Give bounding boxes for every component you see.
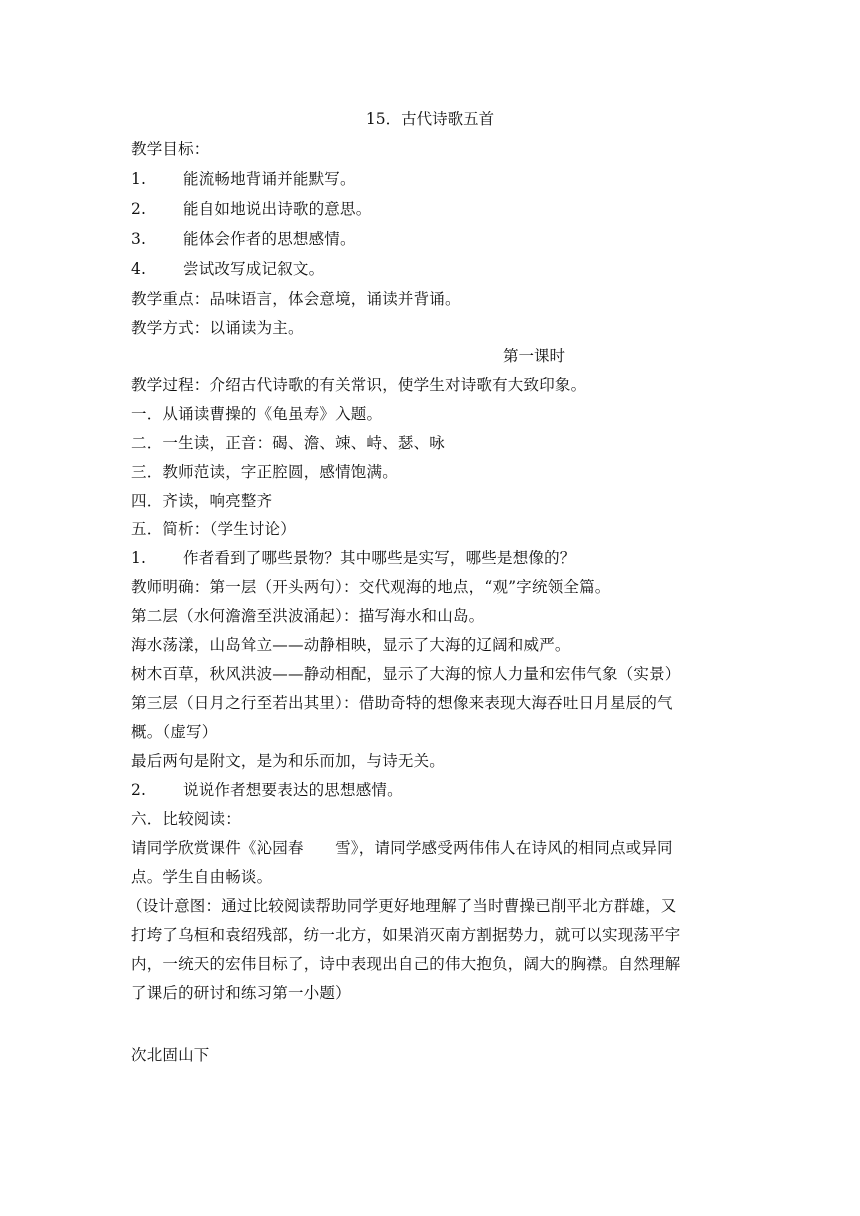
paragraph: 教师明确：第一层（开头两句）：交代观海的地点，“观”字统领全篇。 bbox=[131, 578, 611, 596]
step-5: 五．简析：（学生讨论） bbox=[131, 520, 296, 538]
paragraph: 点。学生自由畅谈。 bbox=[131, 868, 273, 886]
design-note: （设计意图：通过比较阅读帮助同学更好地理解了当时曹操已削平北方群雄，又 bbox=[127, 897, 677, 915]
design-note: 了课后的研讨和练习第一小题） bbox=[131, 984, 351, 1002]
goal-text: 能体会作者的思想感情。 bbox=[183, 230, 356, 248]
goal-number: 2. bbox=[131, 200, 147, 218]
teaching-method: 教学方式：以诵读为主。 bbox=[131, 319, 304, 337]
design-note: 内，一统天的宏伟目标了，诗中表现出自己的伟大抱负，阔大的胸襟。自然理解 bbox=[131, 955, 681, 973]
key-point: 教学重点：品味语言，体会意境，诵读并背诵。 bbox=[131, 290, 461, 308]
goals-heading: 教学目标： bbox=[131, 140, 210, 158]
goal-item bbox=[131, 229, 356, 249]
goal-item bbox=[131, 199, 371, 219]
teaching-process: 教学过程：介绍古代诗歌的有关常识，使学生对诗歌有大致印象。 bbox=[131, 376, 587, 394]
design-note: 打垮了乌桓和袁绍残部，纺一北方，如果消灭南方割据势力，就可以实现荡平宇 bbox=[131, 926, 681, 944]
goal-text: 能自如地说出诗歌的意思。 bbox=[183, 200, 372, 218]
paragraph: 树木百草，秋风洪波——静动相配，显示了大海的惊人力量和宏伟气象（实景） bbox=[131, 665, 681, 683]
paragraph: 最后两句是附文，是为和乐而加，与诗无关。 bbox=[131, 752, 446, 770]
question-number: 1. bbox=[131, 549, 147, 567]
step-2: 二．一生读，正音：碣、澹、竦、峙、瑟、咏 bbox=[131, 434, 446, 452]
goal-number: 1. bbox=[131, 170, 147, 188]
page-title: 15．古代诗歌五首 bbox=[365, 110, 495, 128]
paragraph: 第三层（日月之行至若出其里）：借助奇特的想像来表现大海吞吐日月星辰的气 bbox=[131, 694, 673, 712]
question-text: 作者看到了哪些景物？其中哪些是实写，哪些是想像的？ bbox=[183, 549, 576, 567]
goal-item bbox=[131, 169, 356, 189]
question-1 bbox=[131, 548, 576, 568]
goal-text: 尝试改写成记叙文。 bbox=[183, 260, 325, 278]
goal-number: 4. bbox=[131, 260, 147, 278]
goal-number: 3. bbox=[131, 230, 147, 248]
goal-item bbox=[131, 259, 324, 279]
step-4: 四．齐读，响亮整齐 bbox=[131, 492, 273, 510]
question-text: 说说作者想要表达的思想感情。 bbox=[183, 781, 403, 799]
step-3: 三．教师范读，字正腔圆，感情饱满。 bbox=[131, 463, 398, 481]
paragraph: 第二层（水何澹澹至洪波涌起）：描写海水和山岛。 bbox=[131, 607, 485, 625]
question-2 bbox=[131, 780, 403, 800]
step-1: 一．从诵读曹操的《龟虽寿》入题。 bbox=[131, 405, 383, 423]
question-number: 2. bbox=[131, 781, 147, 799]
next-poem-title: 次北固山下 bbox=[131, 1046, 210, 1064]
paragraph: 海水荡漾，山岛耸立——动静相映，显示了大海的辽阔和威严。 bbox=[131, 636, 571, 654]
paragraph: 概。（虚写） bbox=[131, 723, 218, 741]
paragraph: 请同学欣赏课件《沁园春 雪》，请同学感受两伟伟人在诗风的相同点或异同 bbox=[131, 839, 673, 857]
step-6: 六．比较阅读： bbox=[131, 810, 241, 828]
lesson-heading: 第一课时 bbox=[503, 347, 566, 365]
goal-text: 能流畅地背诵并能默写。 bbox=[183, 170, 356, 188]
